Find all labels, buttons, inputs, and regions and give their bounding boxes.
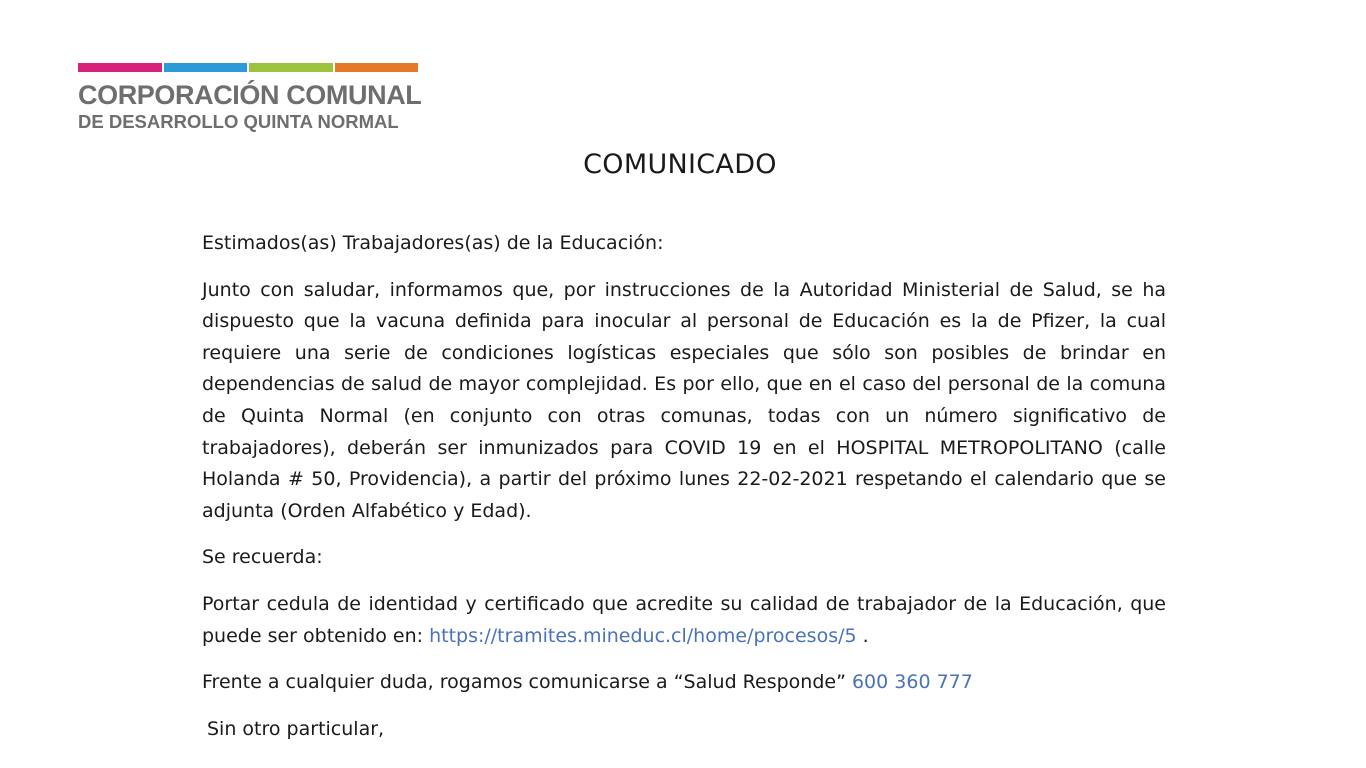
logo-bar-orange xyxy=(335,63,419,72)
main-paragraph: Junto con saludar, informamos que, por instrucciones de la Autoridad Ministerial de Salud, se ha dispuesto que la vacuna definida para inocular al personal de Educación es la de Pfizer, la cual requiere una serie de condiciones logísticas especiales que sólo son posibles de brindar en dependencias de salud de mayor complejidad. Es por ello, que en el caso del personal de la comuna de Quinta Normal (en conjunto con otras comunas, todas con un número significativo de trabajadores), deberán ser inmunizados para COVID 19 en el HOSPITAL METROPOLITANO (calle Holanda # 50, Providencia), a partir del próximo lunes 22-02-2021 respetando el calendario que se adjunta (Orden Alfabético y Edad). xyxy=(202,278,1166,522)
logo-text-line2: DE DESARROLLO QUINTA NORMAL xyxy=(78,111,399,132)
reminder-label: Se recuerda: xyxy=(202,546,323,569)
logo-bar-green xyxy=(249,63,333,72)
contact-phone-link[interactable]: 600 360 777 xyxy=(851,671,973,694)
tramites-link[interactable]: https://tramites.mineduc.cl/home/procesos/5 xyxy=(429,624,857,647)
reminder-paragraph xyxy=(202,589,1166,652)
logo-text-line1: CORPORACIÓN COMUNAL xyxy=(78,80,422,110)
contact-paragraph xyxy=(202,667,1166,699)
greeting: Estimados(as) Trabajadores(as) de la Educación: xyxy=(202,232,664,254)
reminder-end: . xyxy=(856,624,869,647)
organization-logo xyxy=(78,63,420,133)
contact-text: Frente a cualquier duda, rogamos comunicarse a “Salud Responde” xyxy=(202,671,852,694)
reminder-text: Portar cedula de identidad y certificado que acredite su calidad de trabajador de la Educación, que puede ser obtenido en: xyxy=(202,592,1166,647)
document-body xyxy=(202,228,1166,760)
logo-bar-blue xyxy=(164,63,248,72)
closing-line: Sin otro particular, xyxy=(207,717,385,740)
document-title: COMUNICADO xyxy=(583,149,777,180)
logo-color-bar xyxy=(78,63,418,72)
logo-bar-magenta xyxy=(78,63,162,72)
